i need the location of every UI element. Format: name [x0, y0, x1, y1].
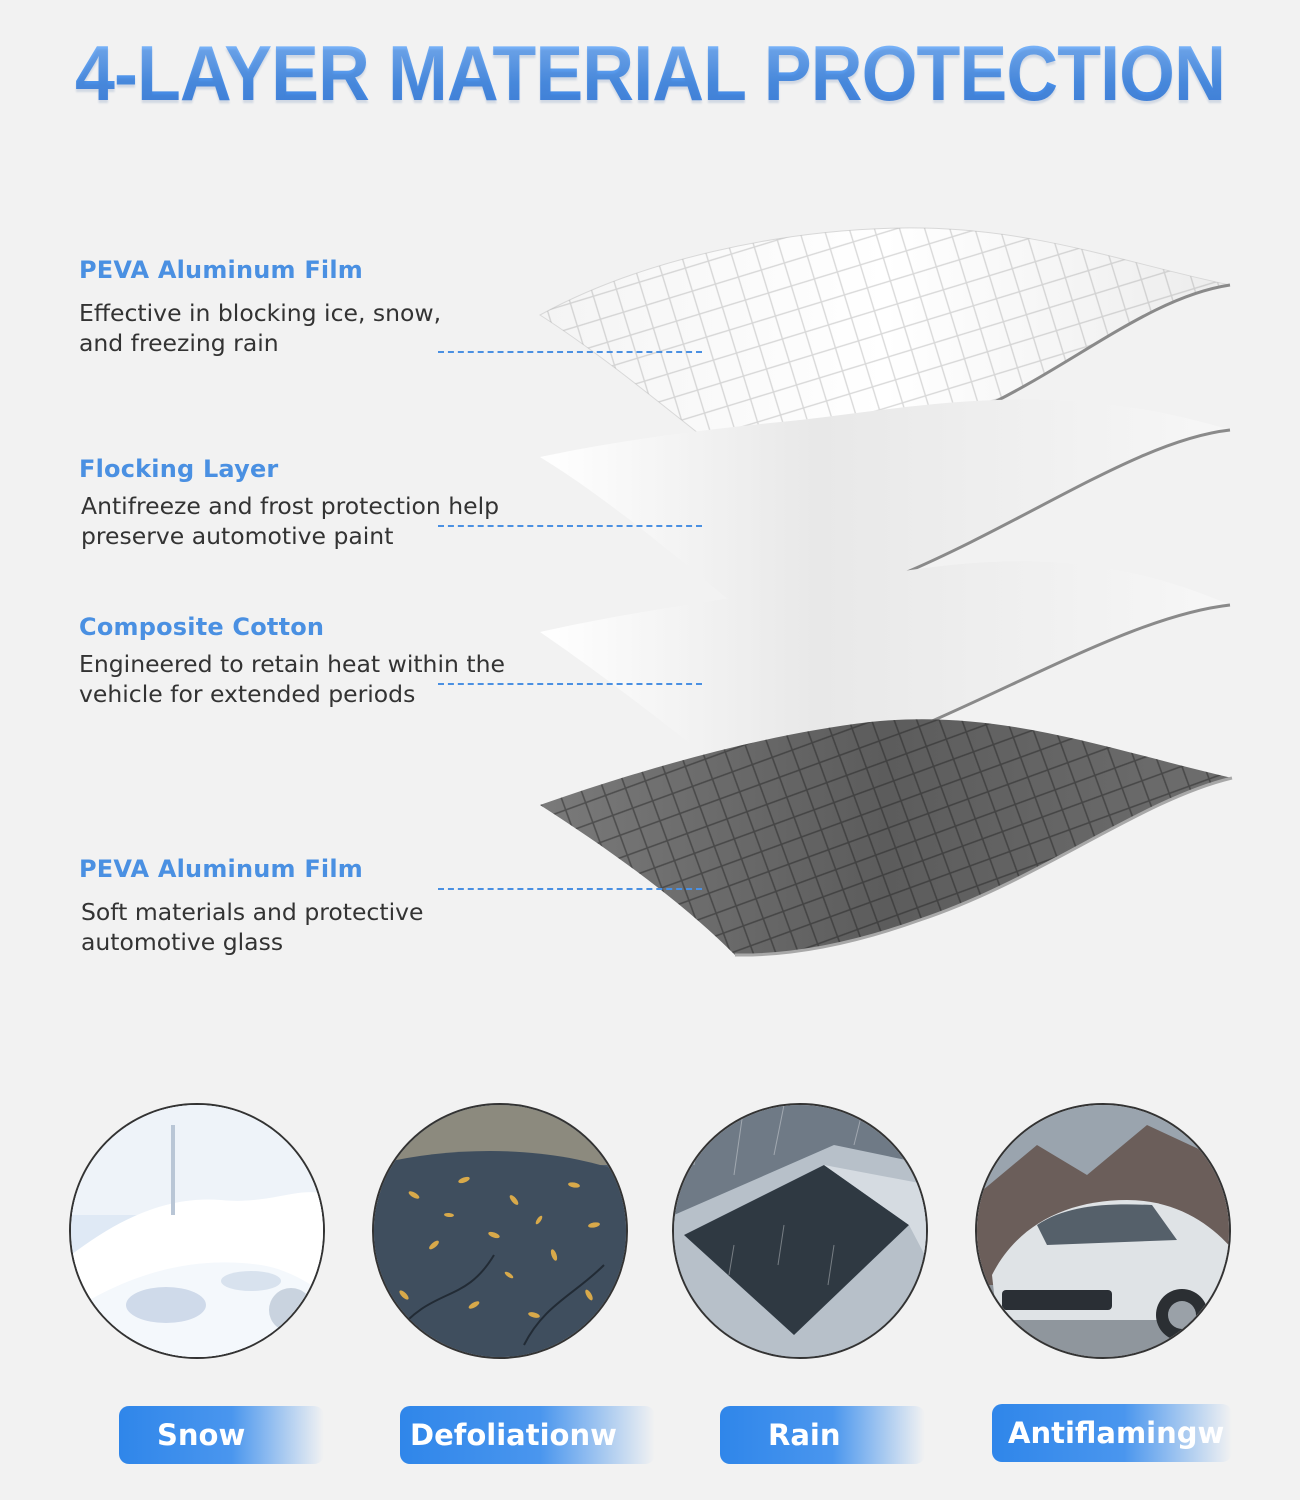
- layer-3-leader-line: [438, 683, 702, 685]
- defoliation-scene-image: [372, 1103, 628, 1359]
- layer-3-info: [79, 613, 505, 709]
- layer-4-desc-line-2: automotive glass: [81, 928, 284, 956]
- snow-scene-image: [69, 1103, 325, 1359]
- layer-2-leader-line: [438, 525, 702, 527]
- layer-1-desc: [79, 298, 441, 358]
- layer-1-info: [79, 256, 441, 358]
- layer-2-desc-line-2: preserve automotive paint: [81, 522, 394, 550]
- layer-4-desc-line-1: Soft materials and protective: [81, 898, 424, 926]
- rain-scene-image: [672, 1103, 928, 1359]
- layer-2-desc: [81, 491, 499, 551]
- layer-3-desc: [79, 649, 505, 709]
- page-title: 4-LAYER MATERIAL PROTECTION: [52, 28, 1248, 119]
- layer-3-name: Composite Cotton: [79, 613, 325, 641]
- label-antiflaming: Antiflamingw: [992, 1404, 1232, 1462]
- layer-1-desc-line-2: and freezing rain: [79, 329, 279, 357]
- label-rain: Rain: [720, 1406, 925, 1464]
- layer-3-desc-line-2: vehicle for extended periods: [79, 680, 416, 708]
- label-defoliation: Defoliationw: [400, 1406, 655, 1464]
- layer-4-info: [79, 855, 423, 957]
- layer-4-leader-line: [438, 888, 702, 890]
- layer-1-name: PEVA Aluminum Film: [79, 256, 363, 284]
- layer-1-desc-line-1: Effective in blocking ice, snow,: [79, 299, 442, 327]
- layer-3-desc-line-1: Engineered to retain heat within the: [79, 650, 505, 678]
- layer-4-name: PEVA Aluminum Film: [79, 855, 363, 883]
- layer-4-desc: [81, 897, 423, 957]
- layer-1-leader-line: [438, 351, 702, 353]
- label-snow: Snow: [119, 1406, 324, 1464]
- layer-peva-bottom: [540, 719, 1232, 955]
- layer-2-desc-line-1: Antifreeze and frost protection help: [81, 492, 500, 520]
- antiflaming-scene-image: [975, 1103, 1231, 1359]
- layer-2-name: Flocking Layer: [79, 455, 279, 483]
- layer-2-info: [79, 455, 499, 551]
